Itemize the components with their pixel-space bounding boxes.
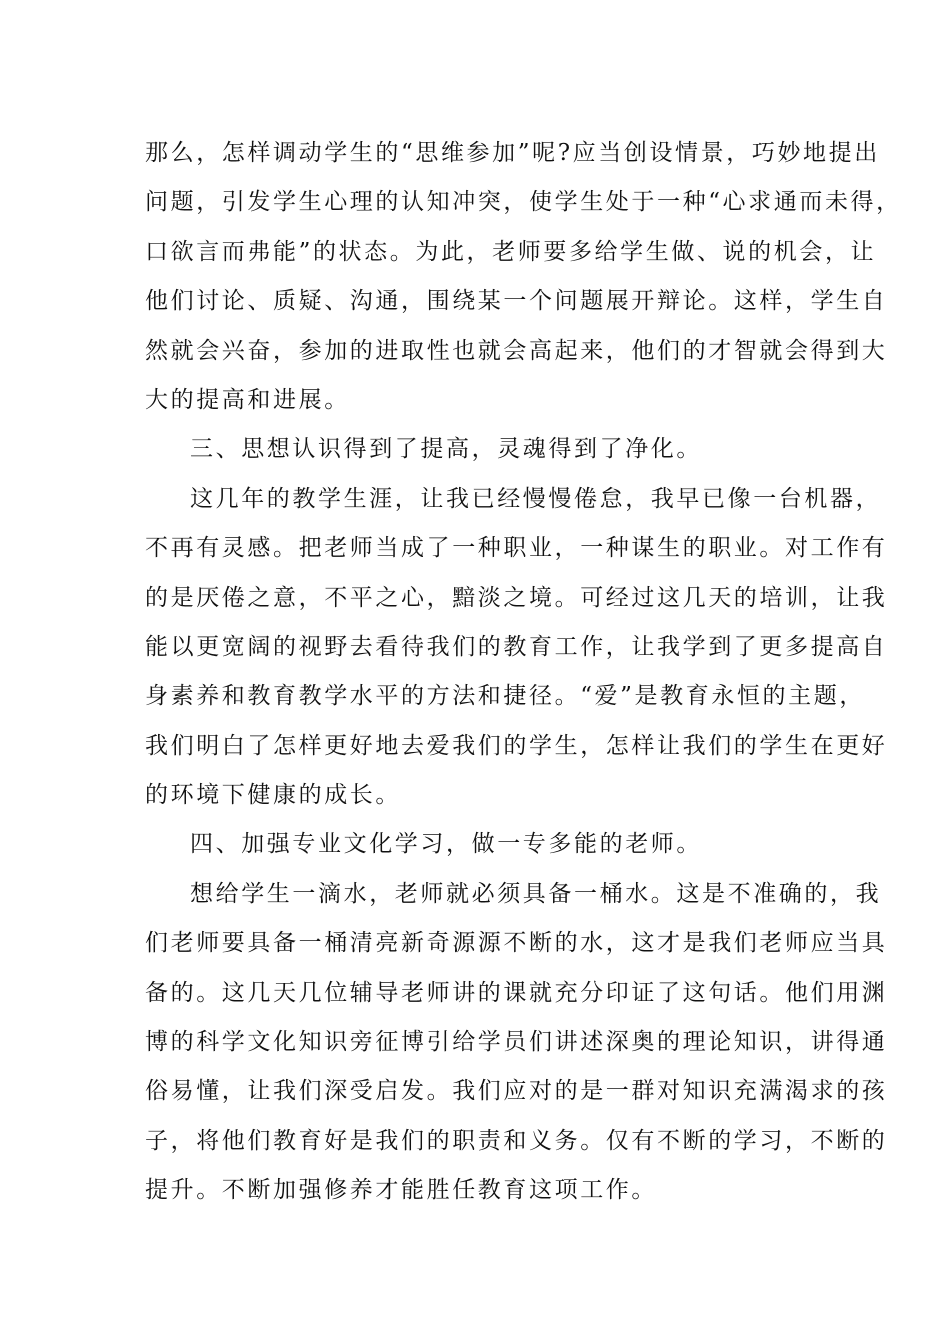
text-line: 大的提高和进展。 [145, 386, 350, 413]
text-line: 问题，引发学生心理的认知冲突，使学生处于一种“心求通而未得， [145, 189, 902, 216]
text-line: 的环境下健康的成长。 [145, 782, 401, 809]
paragraph-teaching-career [145, 475, 888, 821]
text-line: 口欲言而弗能”的状态。为此，老师要多给学生做、说的机会，让 [145, 238, 877, 265]
text-line: 身素养和教育教学水平的方法和捷径。“爱”是教育永恒的主题， [145, 683, 865, 710]
text-line: 不再有灵感。把老师当成了一种职业，一种谋生的职业。对工作有 [145, 535, 888, 562]
text-line: 这几年的教学生涯，让我已经慢慢倦怠，我早已像一台机器， [190, 485, 882, 512]
text-line: 们老师要具备一桶清亮新奇源源不断的水，这才是我们老师应当具 [145, 930, 888, 957]
text-line: 俗易懂，让我们深受启发。我们应对的是一群对知识充满渴求的孩 [145, 1078, 888, 1105]
paragraph-student-thinking [145, 129, 902, 425]
text-line: 我们明白了怎样更好地去爱我们的学生，怎样让我们的学生在更好 [145, 732, 888, 759]
paragraph-professional-learning [145, 870, 888, 1216]
text-line: 他们讨论、质疑、沟通，围绕某一个问题展开辩论。这样，学生自 [145, 288, 888, 315]
text-line: 子，将他们教育好是我们的职责和义务。仅有不断的学习，不断的 [145, 1127, 888, 1154]
heading-text: 三、思想认识得到了提高，灵魂得到了净化。 [190, 436, 702, 463]
section-heading-4 [145, 820, 807, 869]
text-line: 提升。不断加强修养才能胜任教育这项工作。 [145, 1177, 657, 1204]
document-body [145, 129, 902, 1216]
text-line: 那么，怎样调动学生的“思维参加”呢?应当创设情景，巧妙地提出 [145, 140, 880, 166]
text-line: 然就会兴奋，参加的进取性也就会高起来，他们的才智就会得到大 [145, 337, 888, 364]
text-line: 的是厌倦之意，不平之心，黯淡之境。可经过这几天的培训，让我 [145, 584, 888, 611]
text-line: 博的科学文化知识旁征博引给学员们讲述深奥的理论知识，讲得通 [145, 1029, 888, 1056]
heading-text: 四、加强专业文化学习，做一专多能的老师。 [190, 831, 702, 858]
text-line: 备的。这几天几位辅导老师讲的课就充分印证了这句话。他们用渊 [145, 979, 888, 1006]
section-heading-3 [145, 425, 807, 474]
text-line: 能以更宽阔的视野去看待我们的教育工作，让我学到了更多提高自 [145, 633, 888, 660]
text-line: 想给学生一滴水，老师就必须具备一桶水。这是不准确的，我 [190, 880, 882, 907]
